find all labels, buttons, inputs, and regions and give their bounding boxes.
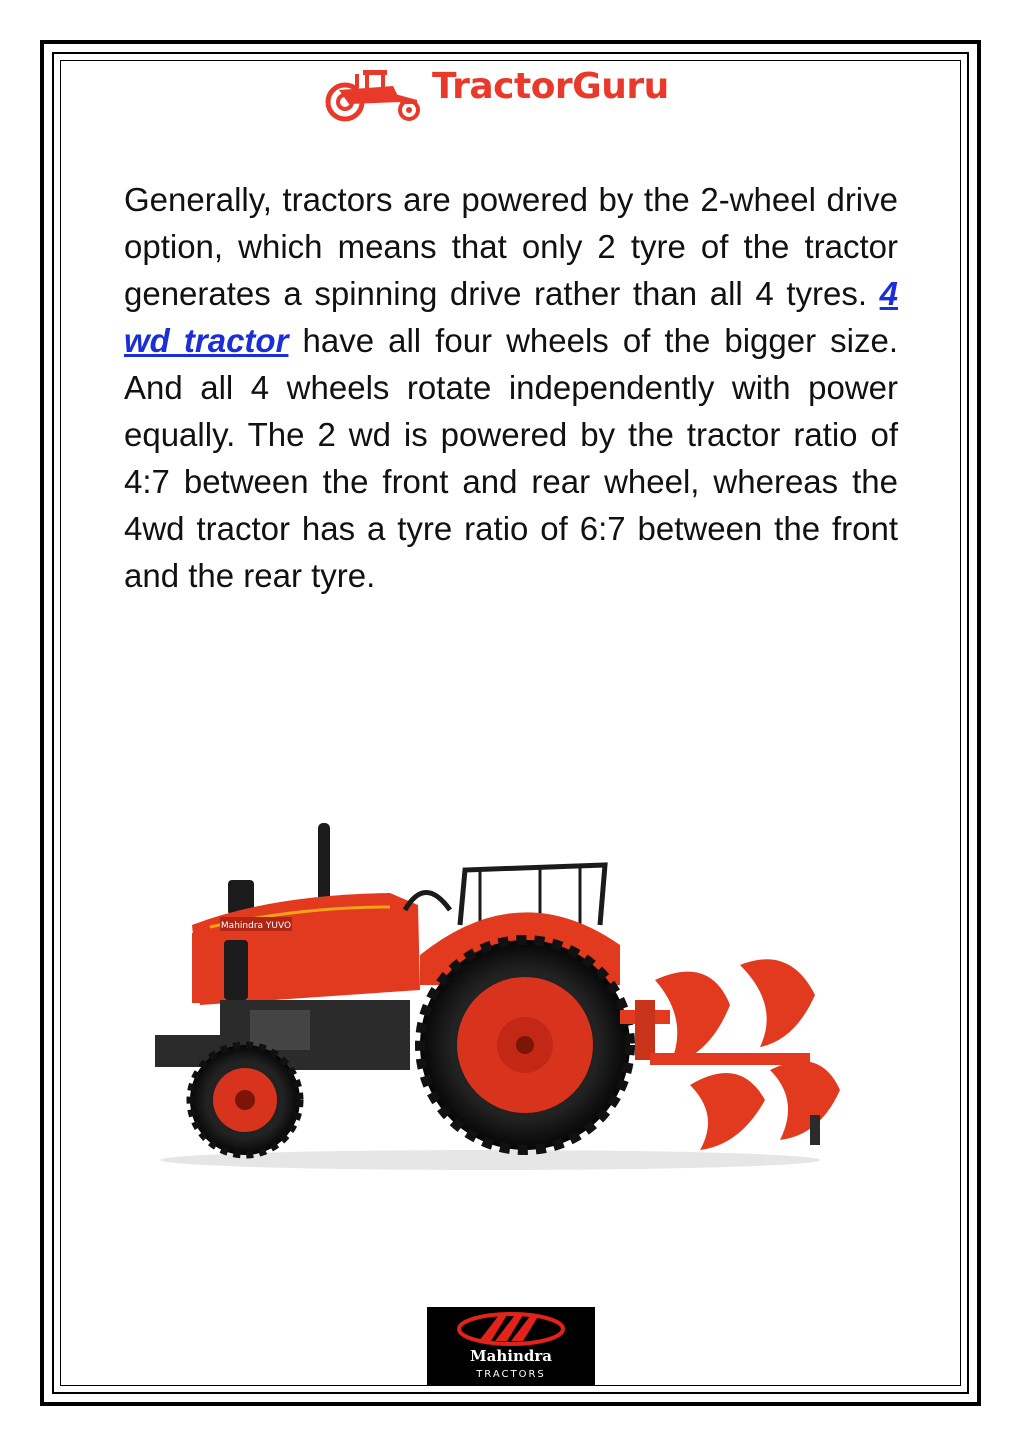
tractorguru-logo[interactable] (325, 60, 705, 124)
tractor-image (150, 815, 850, 1180)
tractor-icon (325, 60, 430, 124)
paragraph-text-start: Generally, tractors are powered by the 2-wheel drive option, which means that only 2 tyre of the tractor generates a spinning drive rather than all 4 tyres. (124, 181, 898, 312)
mahindra-emblem-icon (427, 1307, 595, 1347)
mahindra-tractors-logo[interactable] (427, 1307, 595, 1386)
brand-name: TractorGuru (432, 66, 669, 107)
mahindra-subtitle: TRACTORS (476, 1369, 546, 1380)
tractor-with-plough-illustration (150, 815, 850, 1180)
article-paragraph (124, 176, 898, 599)
paragraph-text-end: have all four wheels of the bigger size. And all 4 wheels rotate independently with power equally. The 2 wd is powered by the tractor ratio of 4:7 between the front and rear wheel, whereas the 4wd tractor has a tyre ratio of 6:7 between the front and the rear tyre. (124, 322, 899, 594)
hood-badge: Mahindra YUVO (220, 921, 292, 931)
mahindra-name: Mahindra (470, 1347, 552, 1365)
4wd-tractor-link[interactable]: 4 wd tractor (124, 275, 898, 359)
